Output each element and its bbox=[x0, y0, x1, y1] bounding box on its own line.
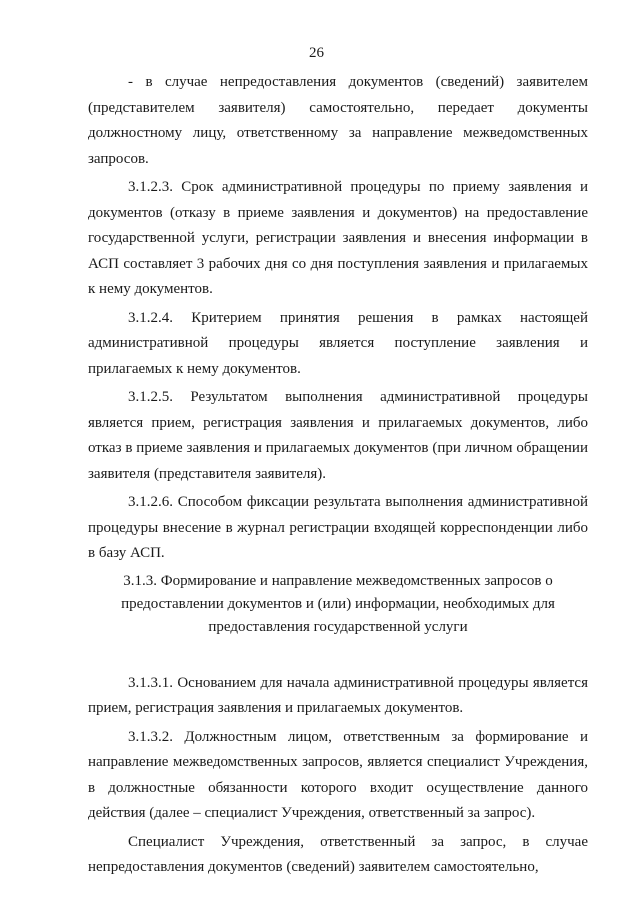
paragraph-3-1-3-1: 3.1.3.1. Основанием для начала административной процедуры является прием, регистрация заявления и прилагаемых документов. bbox=[88, 674, 588, 716]
paragraph-specialist: Специалист Учреждения, ответственный за запрос, в случае непредоставления документов (сведений) заявителем самостоятельно, bbox=[88, 833, 588, 875]
paragraph-3-1-3-2: 3.1.3.2. Должностным лицом, ответственным за формирование и направление межведомственных запросов, является специалист Учреждения, в должностные обязанности которого входит осуществление данного действия (далее – специалист Учреждения, ответственный за запрос). bbox=[88, 728, 588, 821]
section-heading-3-1-3: 3.1.3. Формирование и направление межведомственных запросов о предоставлении документов и (или) информации, необходимых для предоставления государственной услуги bbox=[121, 572, 555, 635]
paragraph-3-1-2-4: 3.1.2.4. Критерием принятия решения в рамках настоящей административной процедуры является поступление заявления и прилагаемых к нему документов. bbox=[88, 309, 588, 377]
paragraph-3-1-2-3: 3.1.2.3. Срок административной процедуры по приему заявления и документов (отказу в приеме заявления и документов) на предоставление государственной услуги, регистрации заявления и внесения информации в АСП составляет 3 рабочих дня со дня поступления заявления и прилагаемых к нему документов. bbox=[88, 179, 588, 297]
paragraph-transfer-documents: - в случае непредоставления документов (сведений) заявителем (представителем заявителя) самостоятельно, передает документы должностному лицу, ответственному за направление межведомственных запросов. bbox=[88, 74, 588, 167]
page-number: 26 bbox=[309, 45, 324, 61]
paragraph-3-1-2-6: 3.1.2.6. Способом фиксации результата выполнения административной процедуры внесение в журнал регистрации входящей корреспонденции либо в базу АСП. bbox=[88, 494, 588, 561]
paragraph-3-1-2-5: 3.1.2.5. Результатом выполнения административной процедуры является прием, регистрация заявления и прилагаемых документов, либо отказ в приеме заявления и прилагаемых документов (при личном обращении заявителя (представителя заявителя). bbox=[88, 389, 588, 482]
document-body bbox=[88, 70, 588, 884]
